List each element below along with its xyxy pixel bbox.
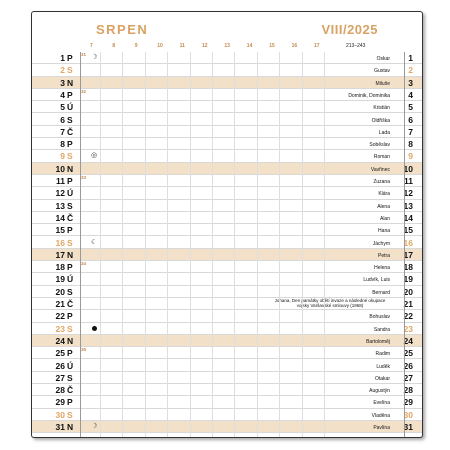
name-day: Luděk	[376, 363, 390, 370]
weekday-letter: N	[67, 163, 74, 174]
weekday-letter: Č	[67, 299, 74, 309]
holiday-note: Johana, Den památky obětí invaze a následné okupace vojsky Varšavské smlouvy (1968)	[274, 298, 386, 308]
day-number: 13	[55, 200, 65, 211]
weekday-letter: S	[67, 151, 73, 162]
name-day: Sandra	[373, 326, 390, 333]
week-number: 35	[81, 347, 87, 353]
day-number-right: 21	[403, 299, 413, 309]
day-number: 4	[60, 89, 65, 100]
day-number-right: 20	[403, 286, 413, 297]
weekday-letter: P	[67, 311, 73, 322]
grid-line	[279, 52, 280, 437]
day-number: 29	[55, 397, 65, 408]
day-number-right: 27	[403, 372, 413, 383]
name-day: Klára	[378, 191, 390, 198]
day-number-right: 11	[404, 176, 413, 186]
day-number: 9	[60, 151, 65, 162]
day-number: 31	[55, 422, 65, 432]
grid-line	[324, 52, 325, 437]
day-row[interactable]	[32, 101, 422, 113]
weekday-letter: S	[67, 114, 73, 125]
day-number-right: 26	[403, 360, 413, 371]
day-row[interactable]	[32, 323, 422, 335]
weekday-letter: N	[67, 249, 74, 260]
day-row[interactable]	[32, 286, 422, 298]
day-number: 24	[55, 335, 65, 346]
name-day: Oldřiška	[371, 117, 390, 124]
grid-line	[80, 52, 81, 437]
weekday-letter: P	[67, 397, 73, 408]
hour-label: 13	[224, 43, 230, 49]
weekday-letter: Ú	[67, 188, 74, 199]
day-row[interactable]	[32, 89, 422, 101]
day-row[interactable]	[32, 187, 422, 199]
name-day: Vavřinec	[370, 166, 390, 173]
day-row[interactable]	[32, 138, 422, 150]
day-row[interactable]	[32, 360, 422, 372]
day-number: 17	[55, 249, 65, 260]
day-number: 12	[55, 188, 65, 199]
day-number-right: 30	[403, 409, 413, 420]
month-year: VIII/2025	[321, 22, 378, 37]
hour-label: 10	[157, 43, 163, 49]
hour-label: 8	[112, 43, 116, 49]
weekday-letter: N	[67, 77, 74, 88]
name-day: Pavlína	[373, 425, 390, 431]
grid-line	[100, 52, 101, 437]
day-number-right: 8	[408, 139, 413, 150]
day-row[interactable]	[32, 298, 422, 310]
day-number: 2	[60, 65, 65, 76]
day-number: 23	[55, 323, 65, 334]
hour-label: 12	[202, 43, 208, 49]
week-number: 34	[81, 261, 87, 267]
name-day: Miluše	[375, 80, 390, 87]
day-number: 27	[55, 372, 65, 383]
weekday-letter: N	[67, 422, 74, 432]
day-number: 21	[55, 299, 65, 309]
calendar-sheet	[31, 11, 423, 438]
grid-line	[212, 52, 213, 437]
day-number-right: 18	[403, 262, 413, 273]
day-row[interactable]	[32, 77, 422, 89]
day-number: 25	[55, 348, 65, 359]
day-row[interactable]	[32, 396, 422, 408]
day-row[interactable]	[32, 372, 422, 384]
weekday-letter: S	[67, 372, 73, 383]
calendar-header	[32, 12, 422, 52]
day-number: 15	[55, 225, 65, 236]
grid-line	[167, 52, 168, 437]
hour-label: 16	[291, 43, 298, 49]
day-number-right: 7	[408, 126, 413, 137]
day-row[interactable]	[32, 224, 422, 236]
grid-line	[145, 52, 146, 437]
day-row[interactable]	[32, 114, 422, 126]
moon-phase-icon: ☾	[91, 238, 98, 246]
month-title: SRPEN	[96, 22, 149, 37]
day-row[interactable]	[32, 163, 422, 175]
name-day: Soběslav	[369, 142, 390, 149]
day-number-right: 22	[403, 311, 413, 322]
name-day: Otakar	[374, 375, 390, 382]
grid-line	[190, 52, 191, 437]
weekday-letter: P	[67, 176, 73, 186]
day-number-right: 17	[403, 249, 413, 260]
day-row[interactable]	[32, 409, 422, 421]
weekday-letter: Ú	[67, 102, 74, 113]
weekday-letter: S	[67, 65, 73, 76]
day-number: 19	[55, 274, 65, 285]
day-row[interactable]	[32, 64, 422, 76]
name-day: Hana	[378, 228, 390, 235]
day-number-right: 9	[408, 151, 413, 162]
day-row[interactable]	[32, 150, 422, 162]
name-day: Dominik, Dominika	[348, 92, 390, 99]
weekday-letter: P	[67, 225, 73, 236]
day-number-right: 29	[403, 397, 413, 408]
day-row[interactable]	[32, 126, 422, 138]
day-number: 11	[56, 176, 65, 186]
day-number-right: 28	[403, 385, 413, 396]
day-number: 1	[60, 53, 65, 63]
day-row[interactable]	[32, 200, 422, 212]
day-number-right: 1	[408, 53, 413, 63]
name-day: Alan	[379, 215, 390, 222]
day-number-right: 31	[403, 422, 413, 432]
weekday-letter: N	[67, 335, 74, 346]
weekday-letter: Ú	[67, 360, 74, 371]
day-of-year-range: 213–243	[346, 43, 366, 49]
name-day: Helena	[374, 265, 390, 272]
weekday-letter: S	[67, 200, 73, 211]
day-number-right: 13	[403, 200, 413, 211]
day-number: 8	[60, 139, 65, 150]
name-day: Kristián	[373, 105, 390, 112]
moon-phase-icon: ◎	[91, 152, 98, 160]
name-day: Bohuslav	[369, 314, 390, 321]
weekday-letter: S	[67, 286, 73, 297]
day-grid	[32, 52, 422, 437]
weekday-letter: Č	[67, 126, 74, 137]
day-number-right: 2	[408, 65, 413, 76]
day-row[interactable]	[32, 212, 422, 224]
day-number-right: 14	[403, 212, 413, 223]
weekday-letter: P	[67, 89, 73, 100]
hour-label: 17	[314, 43, 320, 49]
day-number: 30	[55, 409, 65, 420]
hour-label: 14	[246, 43, 253, 49]
day-row[interactable]	[32, 347, 422, 359]
day-number: 5	[60, 102, 65, 113]
moon-phase-icon	[92, 326, 97, 331]
grid-line	[404, 52, 405, 437]
day-row[interactable]	[32, 273, 422, 285]
day-number-right: 6	[408, 114, 413, 125]
day-number-right: 16	[403, 237, 413, 248]
name-day: Vladěna	[371, 412, 390, 419]
name-day: Alena	[377, 203, 390, 210]
day-number-right: 10	[403, 163, 413, 174]
name-day: Petra	[378, 252, 390, 259]
hour-label: 11	[179, 43, 185, 49]
weekday-letter: P	[67, 53, 73, 63]
day-row[interactable]	[32, 384, 422, 396]
name-day: Bernard	[372, 289, 390, 296]
grid-line	[234, 52, 235, 437]
weekday-letter: Č	[67, 212, 74, 223]
name-day: Ludvík, Luis	[363, 277, 390, 284]
day-row[interactable]	[32, 335, 422, 347]
day-row[interactable]	[32, 237, 422, 249]
day-number: 6	[60, 114, 65, 125]
hour-label: 9	[134, 43, 138, 49]
name-day: Jáchym	[372, 240, 390, 247]
moon-phase-icon: ☽	[91, 423, 98, 430]
day-number: 16	[55, 237, 65, 248]
day-number-right: 12	[403, 188, 413, 199]
weekday-letter: S	[67, 323, 73, 334]
day-number-right: 3	[408, 77, 413, 88]
day-row[interactable]	[32, 249, 422, 261]
grid-line	[302, 52, 303, 437]
day-number-right: 5	[408, 102, 413, 113]
day-row[interactable]	[32, 261, 422, 273]
day-number-right: 15	[403, 225, 413, 236]
grid-line	[257, 52, 258, 437]
weekday-letter: S	[67, 237, 73, 248]
hour-label: 7	[90, 43, 93, 49]
weekday-letter: P	[67, 262, 73, 273]
day-number: 18	[55, 262, 65, 273]
moon-phase-icon: ☽	[91, 54, 98, 61]
day-number-right: 19	[403, 274, 413, 285]
weekday-letter: P	[67, 348, 73, 359]
weekday-letter: P	[67, 139, 73, 150]
name-day: Bartoloměj	[366, 338, 390, 345]
name-day: Lada	[378, 129, 390, 136]
name-day: Zuzana	[373, 179, 390, 185]
weekday-letter: S	[67, 409, 73, 420]
hour-label: 15	[269, 43, 275, 49]
day-row[interactable]	[32, 52, 422, 64]
day-number-right: 4	[408, 89, 413, 100]
day-number: 26	[55, 360, 65, 371]
name-day: Evelína	[373, 400, 390, 407]
name-day: Radim	[375, 351, 390, 358]
weekday-letter: Č	[67, 385, 74, 396]
day-number: 28	[55, 385, 65, 396]
name-day: Gustav	[374, 68, 390, 75]
name-day: Oskar	[376, 56, 390, 62]
day-number: 20	[55, 286, 65, 297]
day-number: 22	[55, 311, 65, 322]
week-number: 31	[81, 52, 87, 57]
day-number-right: 24	[403, 335, 413, 346]
day-row[interactable]	[32, 310, 422, 322]
day-number-right: 23	[403, 323, 413, 334]
day-number: 14	[55, 212, 65, 223]
week-number: 32	[81, 88, 87, 94]
name-day: Augustýn	[369, 388, 390, 395]
day-row[interactable]	[32, 175, 422, 187]
name-day: Roman	[373, 154, 390, 161]
grid-line	[122, 52, 123, 437]
weekday-letter: Ú	[67, 274, 74, 285]
day-number: 3	[60, 77, 65, 88]
day-row[interactable]	[32, 421, 422, 433]
week-number: 33	[81, 175, 87, 180]
day-number-right: 25	[403, 348, 413, 359]
day-number: 7	[60, 126, 65, 137]
day-number: 10	[55, 163, 65, 174]
